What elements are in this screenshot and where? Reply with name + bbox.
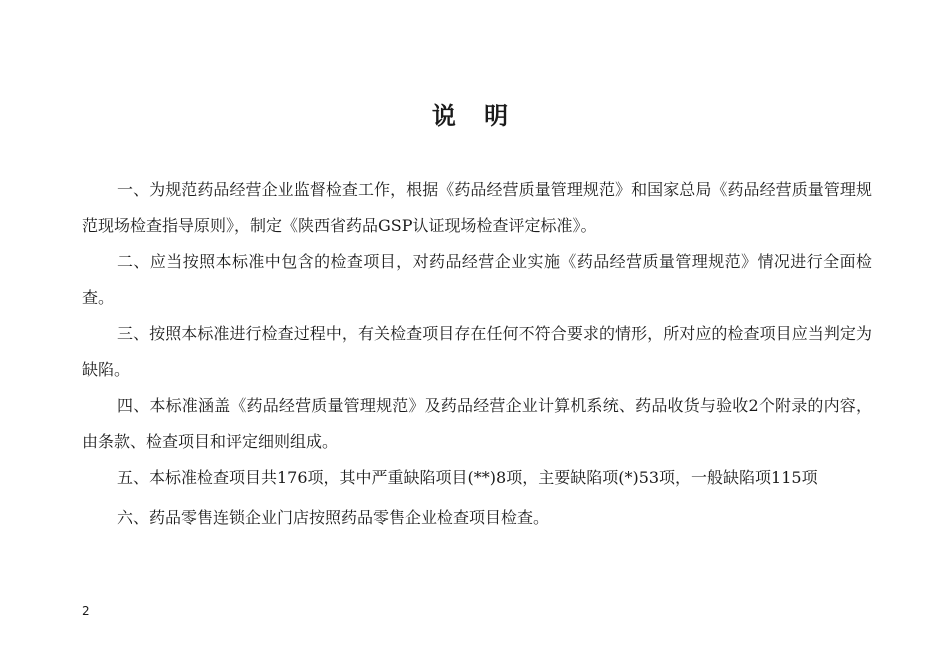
- paragraph-3: 三、按照本标准进行检查过程中，有关检查项目存在任何不符合要求的情形，所对应的检查项目应当判定为缺陷。: [82, 324, 872, 379]
- paragraph-4: 四、本标准涵盖《药品经营质量管理规范》及药品经营企业计算机系统、药品收货与验收2个附录的内容，由条款、检查项目和评定细则组成。: [82, 396, 872, 451]
- paragraph-1: 一、为规范药品经营企业监督检查工作，根据《药品经营质量管理规范》和国家总局《药品经营质量管理规范现场检查指导原则》，制定《陕西省药品GSP认证现场检查评定标准》。: [82, 180, 872, 235]
- page-title: 说 明: [431, 101, 519, 130]
- document-body: [82, 172, 872, 536]
- paragraph-2: 二、应当按照本标准中包含的检查项目，对药品经营企业实施《药品经营质量管理规范》情况进行全面检查。: [82, 252, 872, 307]
- page-number: 2: [82, 604, 90, 618]
- paragraph-6: 六、药品零售连锁企业门店按照药品零售企业检查项目检查。: [117, 508, 550, 527]
- paragraph-5: 五、本标准检查项目共176项，其中严重缺陷项目(**)8项，主要缺陷项(*)53项，一般缺陷项115项: [117, 468, 818, 487]
